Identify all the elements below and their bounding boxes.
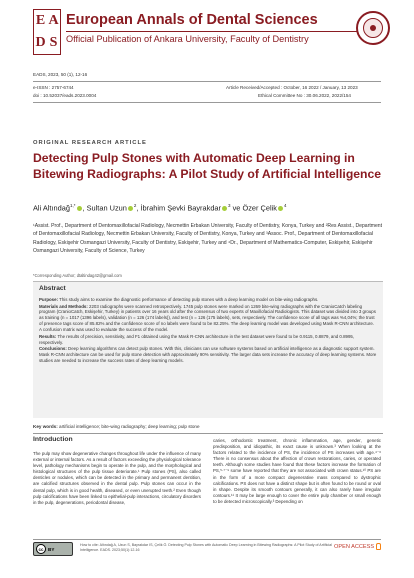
keywords bbox=[33, 424, 200, 429]
meta-divider bbox=[33, 81, 381, 82]
author-mark: 3 bbox=[228, 203, 231, 208]
purpose-text: This study aims to examine the diagnostic performance of detecting pulp stones with a deep learning model on bite-wing radiographs. bbox=[59, 297, 319, 302]
keywords-label: Key words: bbox=[33, 424, 58, 429]
author-mark: 4 bbox=[283, 203, 287, 208]
journal-header bbox=[0, 0, 414, 70]
logo-letter: E bbox=[35, 13, 46, 28]
logo-letter: D bbox=[35, 35, 46, 50]
keywords-text: artificial intelligence; bite-wing radiography; deep learning; pulp stone bbox=[59, 424, 200, 429]
meta-divider bbox=[33, 102, 381, 103]
title-divider bbox=[66, 31, 359, 32]
conclusions-text: Deep learning algorithms can detect pulp stones. With this, clinicians can use software systems based on artificial intelligence as a diagnostic support system. Mask R-CNN architecture can be used for pulp stone detection with approximately 90% sensitivity. The larger data sets increase the accuracy of deep learning systems. More studies are needed to increase the success rates of deep learning models. bbox=[39, 346, 377, 363]
author-name: Özer Çelik bbox=[242, 203, 277, 213]
footer-divider bbox=[33, 539, 381, 540]
results-text: The results of precision, sensitivity, and F1 obtained using the Mask R-CNN architecture in the test dataset were found to be 0.9115, 0.8879, and 0.8995, respectively. bbox=[39, 333, 355, 345]
orcid-icon[interactable] bbox=[77, 206, 82, 211]
logo-letter: S bbox=[49, 35, 58, 50]
results-label: Results: bbox=[39, 333, 57, 339]
cc-by-license-icon[interactable] bbox=[33, 542, 73, 556]
university-seal-icon bbox=[356, 11, 390, 45]
author-mark: 2 bbox=[133, 203, 137, 208]
open-access-badge bbox=[334, 543, 381, 550]
purpose-label: Purpose: bbox=[39, 297, 59, 302]
doi-link[interactable]: doi : 10.52037/eads.2023.0004 bbox=[33, 93, 97, 98]
open-lock-icon bbox=[376, 543, 381, 550]
cc-by-label: BY bbox=[48, 546, 55, 552]
author-list: Ali Altındağ$^{1,*}$ , Sultan Uzun $^2$, İbrahim Şevki Bayrakdar $^3$ ve Özer Çelik $^4$ bbox=[33, 203, 287, 213]
intro-column-right: caries, orthodontic treatment, chronic inflammation, age, gender, genetic predisposition, and idiopathic, its exact cause is unknown.³ When looking at the factors related to the incidence of PS, the incidence of PS increases with age.⁴⁻⁶ There is no consensus about the affection of crown restorations, caries, or operated teeth. Although some studies have found that these factors increase the formation of PS,⁵·⁷⁻⁹ some have reported that they are not associated with crown status.¹⁰ PS are in the form of a more compact degenerative mass compared to dystrophic calcifications. PS does not have a distinct shape but is often found to be round or oval in shape. Despite its smooth contours generally, it can also rarely have irregular contours.¹¹ It may be large enough to cover the entire pulp chamber or small enough to be detected microscopically.³ Depending on bbox=[213, 438, 381, 504]
cc-label: cc bbox=[36, 544, 46, 554]
orcid-icon[interactable] bbox=[128, 206, 133, 211]
methods-label: Materials and Methods: bbox=[39, 303, 88, 309]
how-to-cite: How to cite: Altındağ A, Uzun S, Bayrakdar IS, Çelik Ö. Detecting Pulp Stones with Automatic Deep Learning in Bitewing Radiographs: A Pilot Study of Artificial Intelligence. EADS. 2023;50(1):12-16 bbox=[80, 543, 332, 552]
abstract-box bbox=[33, 281, 383, 418]
journal-citation-line: EADS, 2023, 50 (1), 12-16 bbox=[33, 72, 88, 77]
methods-text: 2203 radiographs were scanned retrospectively. 1745 pulp stones were marked on 1269 bite-wing radiographs with the CranioCatch labeling program (CranioCatch, Eskişehir, Turkey) in patients over 16 years old after the consensus of two experts of Maxillofacial Radiologists. This dataset was divided into 3 groups as training (n = 1017 (1396 labels), validation (n = 126 (174 labels)), and test (n = 126 (175 labels), sets, respectively. The confidence score of all tags was %4,04%; the trust of presence tags score of 85.82% and the confidence score of no labels were found to be 82.25%. The deep learning model was developed using Mask R-CNN architecture. A confusion matrix was used to evaluate the success of the model. bbox=[39, 303, 376, 333]
journal-title: European Annals of Dental Sciences bbox=[66, 12, 318, 28]
paper-title: Detecting Pulp Stones with Automatic Deep Learning in Bitewing Radiographs: A Pilot Study of Artificial Intelligence bbox=[33, 151, 382, 181]
corresponding-author: *Corresponding Author; dtaltindag42@gmail.com bbox=[33, 273, 122, 278]
article-type: ORIGINAL RESEARCH ARTICLE bbox=[33, 140, 147, 146]
conclusions-label: Conclusions: bbox=[39, 346, 67, 352]
logo-letter: A bbox=[48, 13, 59, 28]
orcid-icon[interactable] bbox=[278, 206, 283, 211]
received-accepted: Article Received/Accepted : October, 16 2022 / January, 13 2023 bbox=[226, 85, 358, 90]
open-access-label: OPEN ACCESS bbox=[334, 543, 375, 550]
journal-subtitle: Official Publication of Ankara University, Faculty of Dentistry bbox=[66, 34, 309, 44]
keywords-divider bbox=[33, 433, 383, 434]
abstract-body bbox=[39, 297, 377, 364]
intro-column-left: The pulp may show degenerative changes throughout life under the influence of many external or internal factors. As a result of factors exceeding the physiological tolerance level, pathology mechanisms begin to operate in the pulp, and the morphological and histological structures of the pulp tissue deteriorate.¹ Pulp stones (PS), also called denticles or nodules, which can be detected in the primary and permanent dentition, are calcified structures observed in the dental pulp. Pulp stones can occur in the dental pulp, which is in good health, diseased, or even unerupted teeth.² Even though pulp calcifications have been linked to epithelial-pulp interactions, circulatory disorders in the pulp, degenerations, periodontal disease, bbox=[33, 451, 201, 505]
orcid-icon[interactable] bbox=[222, 206, 227, 211]
abstract-heading: Abstract bbox=[39, 285, 66, 292]
ethics-number: Ethical Committee No : 30.06.2022, 2022/154 bbox=[258, 93, 351, 98]
journal-logo bbox=[33, 9, 61, 55]
author-name: Sultan Uzun bbox=[86, 203, 127, 213]
section-heading-introduction: Introduction bbox=[33, 436, 73, 443]
author-mark: 1,* bbox=[69, 203, 76, 208]
affiliations: ¹Assist. Prof., Department of Dentomaxillofacial Radiology, Necmettin Erbakan University, Faculty of Dentistry, Konya, Turkey and ²Res Assist., Department of Dentomaxillofacial Radiology, Necmettin Erbakan University, Faculty of Dentistry, Konya, Turkey and ³Assoc. Prof., Department of Dentomaxillofacial Radiology, Eskişehir Osmangazi University, Faculty of Dentistry, Eskişehir, Turkey and ⁴Dr., Department of Mathematics-Computer, Eskişehir, Eskişehir Osmangazi University, Faculty of Science, Turkey bbox=[33, 223, 383, 255]
author-name: İbrahim Şevki Bayrakdar bbox=[140, 203, 222, 213]
author-name: Ali Altındağ bbox=[33, 203, 70, 213]
eissn: e-ISSN : 2757-6744 bbox=[33, 85, 74, 90]
